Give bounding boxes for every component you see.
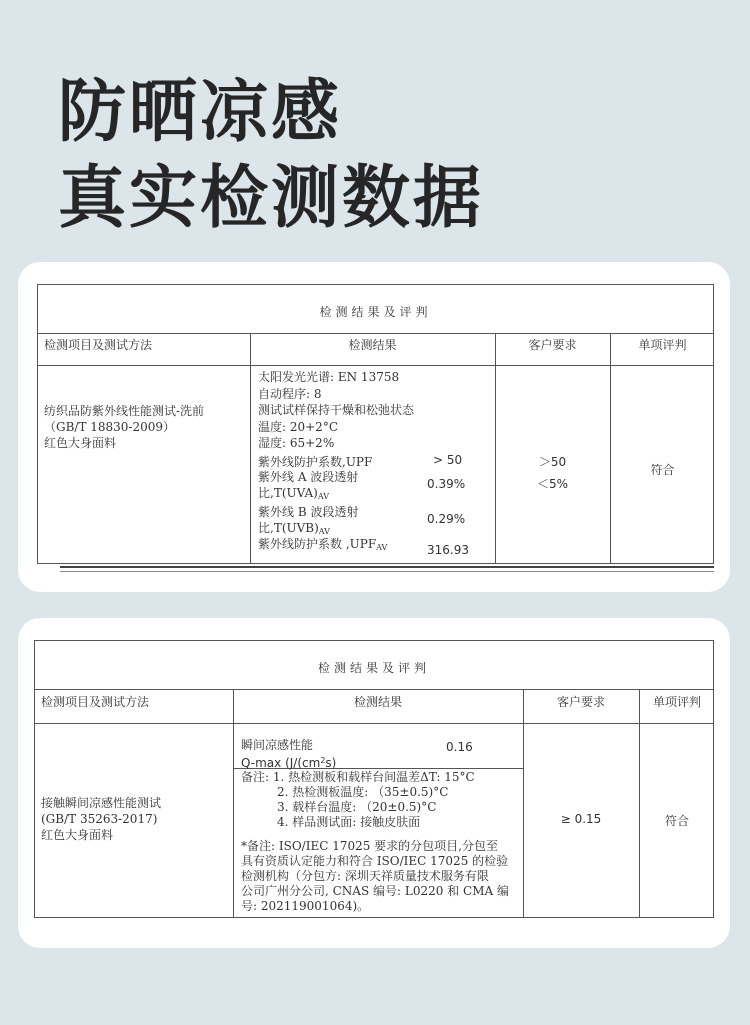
uva-value: 0.39% [427, 477, 466, 491]
qmax-label-line-2: Q-max ($J/(cm^2s)$ [241, 756, 337, 770]
upf-av-value: 316.93 [427, 543, 469, 557]
condition-program: 自动程序: 8 [258, 386, 322, 401]
test-item-name: 接触瞬间凉感性能测试 [41, 796, 162, 810]
cooling-test-card [18, 618, 730, 948]
header-item: 检测项目及测试方法 [41, 695, 150, 709]
page-headline [58, 70, 484, 242]
test-item-standard: （GB/T 18830-2009） [44, 420, 176, 434]
footnote-line-2: 具有资质认定能力和符合 ISO/IEC 17025 的检验 [241, 854, 509, 868]
footnote-line-4: 公司广州分公司, CNAS 编号: L0220 和 CMA 编 [241, 884, 509, 898]
uv-test-card [18, 262, 730, 592]
header-verdict: 单项评判 [638, 338, 687, 352]
header-requirement: 客户要求 [528, 338, 577, 352]
header-result: 检测结果 [353, 695, 402, 709]
condition-humidity: 湿度: 65+2% [258, 436, 335, 450]
verdict-pass: 符合 [664, 814, 689, 828]
qmax-label-line-1: 瞬间凉感性能 [241, 738, 314, 752]
qmax-value: 0.16 [446, 740, 473, 754]
test-notes [241, 770, 475, 830]
note-1: 备注: 1. 热检测板和载样台间温差ΔT: 15°C [241, 770, 475, 784]
cooling-test-report-table [34, 640, 714, 918]
footnote-line-3: 检测机构（分包方: 深圳天祥质量技术服务有限 [241, 869, 489, 883]
uva-label-line-2: 比$,T(UVA)_{AV}$ [258, 486, 329, 501]
table-caption: 检测结果及评判 [317, 661, 430, 675]
note-3: 3. 载样台温度: （20±0.5)°C [277, 800, 437, 814]
uv-test-report-table [37, 284, 714, 564]
test-item [41, 795, 161, 843]
uva-label [258, 469, 358, 505]
condition-state: 测试试样保持干燥和松弛状态 [258, 403, 415, 417]
test-item-sample: 红色大身面料 [44, 436, 117, 450]
uvb-label-line-2: 比$,T(UVB)_{AV}$ [258, 521, 330, 536]
footnote-line-1: *备注: ISO/IEC 17025 要求的分包项目,分包至 [241, 839, 498, 853]
condition-spectrum: 太阳发光光谱: EN 13758 [258, 370, 400, 384]
header-requirement: 客户要求 [556, 695, 605, 709]
test-item-name: 纺织品防紫外线性能测试-洗前 [44, 404, 205, 418]
header-verdict: 单项评判 [652, 695, 701, 709]
headline-line-1: 防晒凉感 [58, 73, 343, 152]
upf-value: > 50 [433, 453, 463, 467]
upf-av-label: 紫外线防护系数 $,UPF_{AV}$ [258, 537, 388, 552]
test-item-sample: 红色大身面料 [41, 828, 114, 842]
verdict-pass: 符合 [650, 463, 675, 477]
test-item [44, 403, 204, 451]
condition-temperature: 温度: 20+2°C [258, 419, 338, 434]
subcontract-footnote [241, 839, 509, 914]
footnote-line-5: 号: 202119001064)。 [241, 899, 370, 913]
headline-line-2: 真实检测数据 [58, 159, 485, 238]
requirement-uva: ＜5% [536, 477, 569, 491]
qmax-label [241, 738, 336, 771]
uvb-label-line-1: 紫外线 B 波段透射 [258, 505, 359, 519]
requirement-upf: ＞50 [538, 455, 567, 469]
header-result: 检测结果 [348, 338, 397, 352]
note-4: 4. 样品测试面: 接触皮肤面 [277, 815, 421, 829]
note-2: 2. 热检测板温度: （35±0.5)°C [277, 785, 449, 799]
upf-label: 紫外线防护系数,UPF [258, 455, 373, 469]
uva-label-line-1: 紫外线 A 波段透射 [258, 470, 359, 484]
test-conditions [258, 369, 414, 452]
requirement-qmax: ≥ 0.15 [560, 812, 602, 826]
table-caption: 检测结果及评判 [319, 305, 432, 319]
uvb-value: 0.29% [427, 512, 466, 526]
header-item: 检测项目及测试方法 [44, 338, 153, 352]
test-item-standard: (GB/T 35263-2017) [41, 812, 158, 826]
